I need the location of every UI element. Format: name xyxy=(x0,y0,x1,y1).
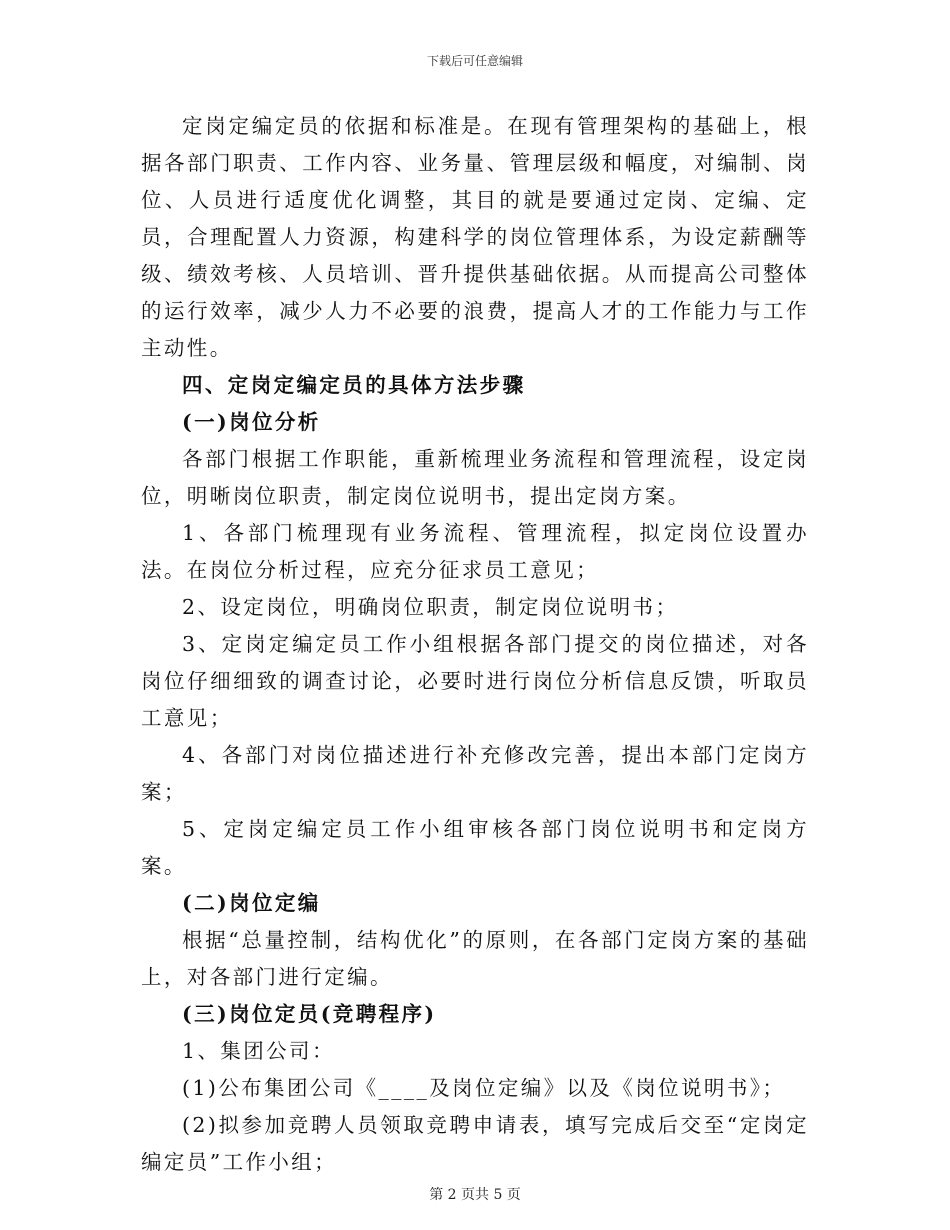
step-1: 1、各部门梳理现有业务流程、管理流程，拟定岗位设置办法。在岗位分析过程，应充分征求员工意见； xyxy=(141,521,809,582)
page-footer: 第 2 页共 5 页 xyxy=(429,1187,521,1203)
step-5: 5、定岗定编定员工作小组审核各部门岗位说明书和定岗方案。 xyxy=(141,817,809,878)
paragraph-basis: 定岗定编定员的依据和标准是。在现有管理架构的基础上，根据各部门职责、工作内容、业务量、管理层级和幅度，对编制、岗位、人员进行适度优化调整，其目的就是要通过定岗、定编、定员，合理配置人力资源，构建科学的岗位管理体系，为设定薪酬等级、绩效考核、人员培训、晋升提供基础依据。从而提高公司整体的运行效率，减少人力不必要的浪费，提高人才的工作能力与工作主动性。 xyxy=(141,114,809,360)
paragraph-job-analysis: 各部门根据工作职能，重新梳理业务流程和管理流程，设定岗位，明晰岗位职责，制定岗位说明书，提出定岗方案。 xyxy=(141,447,809,508)
item-2: (2)拟参加竞聘人员领取竞聘申请表，填写完成后交至“定岗定编定员”工作小组； xyxy=(141,1113,809,1174)
item-group-company: 1、集团公司： xyxy=(182,1039,335,1063)
subheading-staffing-assignment: (三)岗位定员(竞聘程序) xyxy=(182,1002,437,1026)
subheading-job-analysis: (一)岗位分析 xyxy=(182,410,321,434)
step-3: 3、定岗定编定员工作小组根据各部门提交的岗位描述，对各岗位仔细细致的调查讨论，必要时进行岗位分析信息反馈，听取员工意见； xyxy=(141,632,809,730)
subheading-staffing-quota: (二)岗位定编 xyxy=(182,891,321,915)
item-1: (1)公布集团公司《____及岗位定编》以及《岗位说明书》； xyxy=(182,1076,786,1100)
step-2: 2、设定岗位，明确岗位职责，制定岗位说明书； xyxy=(182,595,679,619)
section-heading-4: 四、定岗定编定员的具体方法步骤 xyxy=(182,373,526,397)
document-body xyxy=(141,108,809,1181)
page-header: 下载后可任意编辑 xyxy=(426,54,523,68)
step-4: 4、各部门对岗位描述进行补充修改完善，提出本部门定岗方案； xyxy=(141,743,809,804)
paragraph-staffing-quota: 根据“总量控制，结构优化”的原则，在各部门定岗方案的基础上，对各部门进行定编。 xyxy=(141,928,809,989)
